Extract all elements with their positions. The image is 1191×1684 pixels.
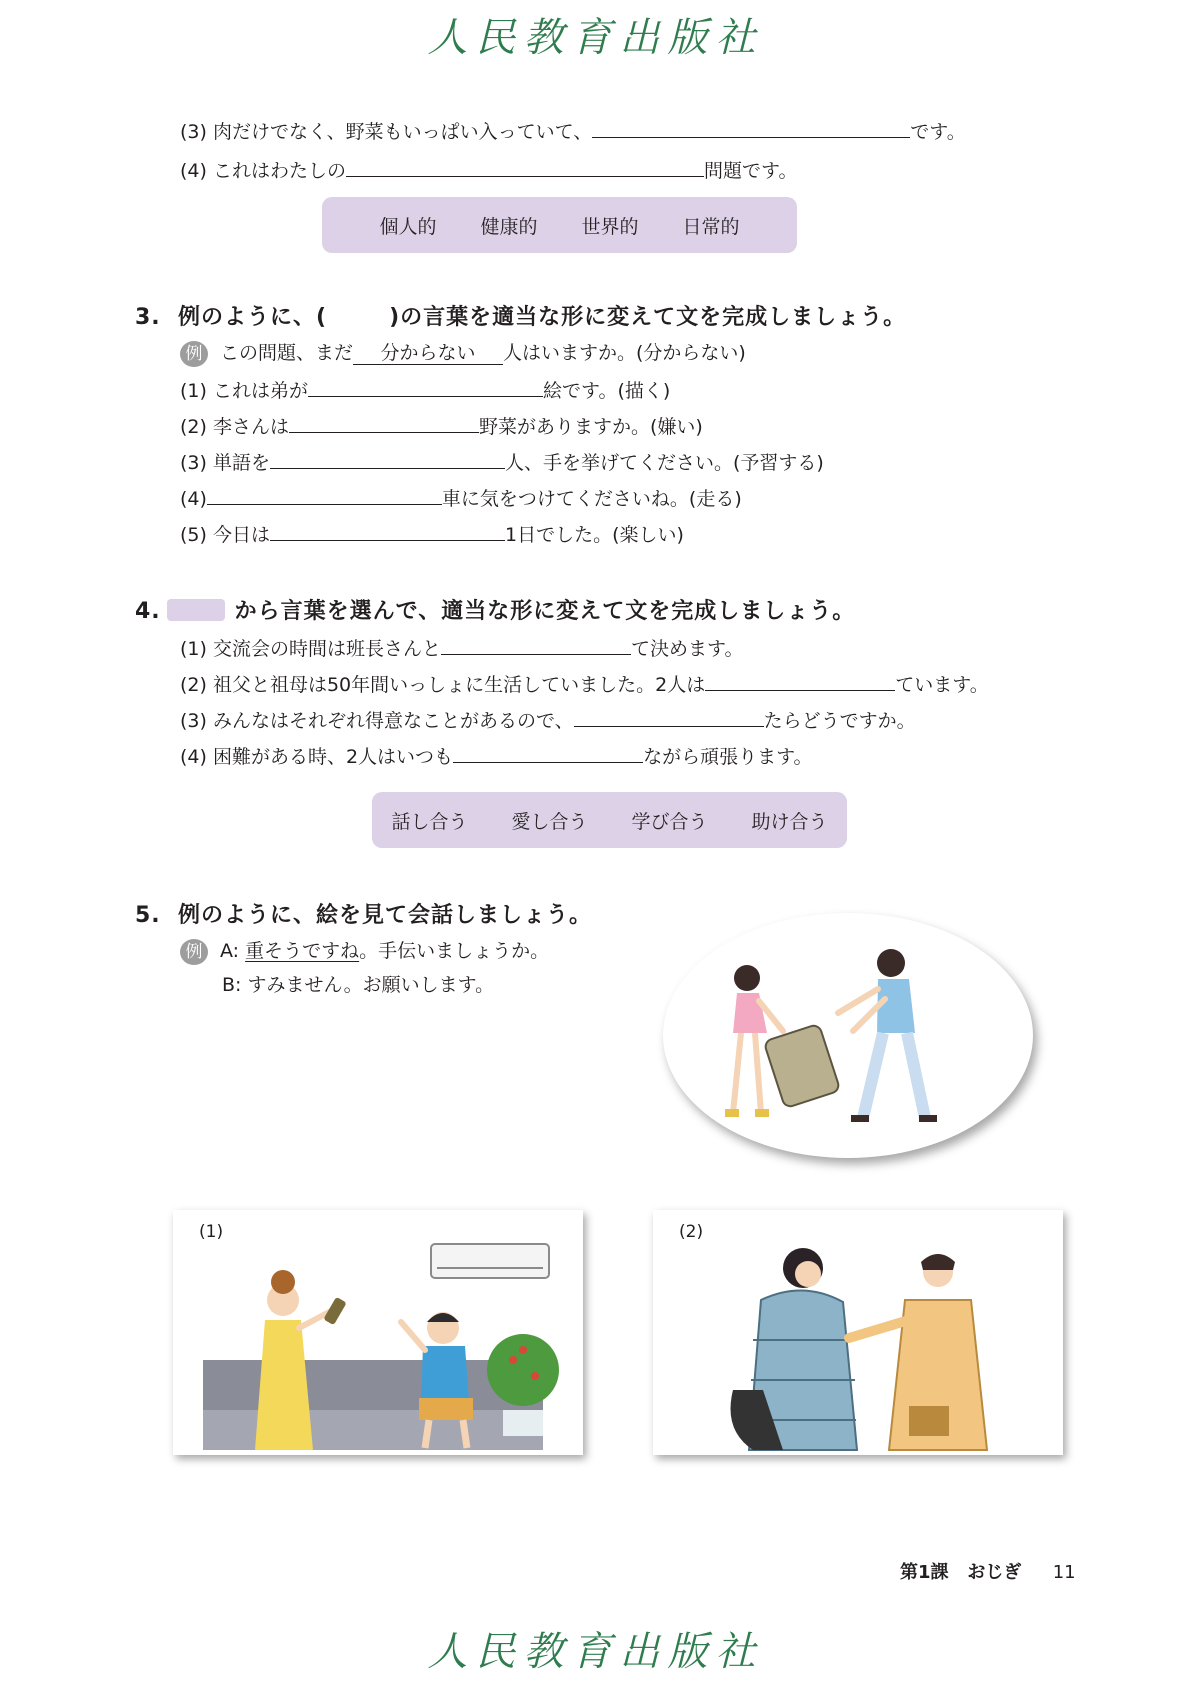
word-option: 愛し合う (511, 810, 588, 833)
word-option: 日常的 (682, 215, 740, 238)
s4-item-3: (3) みんなはそれぞれ得意なことがあるので、 たらどうですか。 (180, 706, 916, 734)
s5-heading: 5. 例のように、絵を見て会話しましょう。 (135, 903, 593, 928)
page-number: 11 (1052, 1562, 1076, 1583)
girl-suitcase-man-illustration (663, 913, 1033, 1158)
answer-blank[interactable] (308, 376, 543, 397)
s2-item-3: (3) 肉だけでなく、野菜もいっぱい入っていて、 です。 (180, 117, 966, 145)
example-badge: 例 (180, 939, 208, 965)
s2-word-box (322, 197, 797, 253)
s4-item-1: (1) 交流会の時間は班長さんと て決めます。 (180, 634, 743, 662)
answer-blank[interactable] (270, 520, 505, 541)
s2-item-4: (4) これはわたしの 問題です。 (180, 156, 797, 184)
lesson-title: おじぎ (967, 1562, 1022, 1583)
publisher-logo-top: 人民教育出版社 (427, 15, 764, 61)
lesson-number: 第1課 (900, 1562, 949, 1583)
room-aircon-illustration (173, 1210, 583, 1455)
example-badge: 例 (180, 341, 208, 367)
example-illustration (663, 913, 1033, 1158)
word-option: 健康的 (480, 215, 538, 238)
s3-item-2: (2) 李さんは 野菜がありますか。(嫌い) (180, 412, 703, 440)
answer-blank[interactable] (289, 412, 479, 433)
word-box-marker (167, 599, 225, 621)
word-option: 話し合う (391, 810, 468, 833)
answer-blank[interactable] (270, 448, 505, 469)
s3-item-5: (5) 今日は 1日でした。(楽しい) (180, 520, 684, 548)
s4-item-4: (4) 困難がある時、2人はいつも ながら頑張ります。 (180, 742, 813, 770)
picture-label: (2) (679, 1222, 704, 1242)
publisher-logo-bottom: 人民教育出版社 (427, 1629, 764, 1675)
answer-blank[interactable] (453, 742, 643, 763)
word-option: 助け合う (751, 810, 828, 833)
s4-item-2: (2) 祖父と祖母は50年間いっしょに生活していました。2人は ています。 (180, 670, 989, 698)
answer-blank[interactable] (574, 706, 764, 727)
answer-blank[interactable] (346, 156, 704, 177)
picture-1 (173, 1210, 583, 1455)
word-option: 世界的 (581, 215, 639, 238)
s4-heading: 4. から言葉を選んで、適当な形に変えて文を完成しましょう。 (135, 599, 856, 624)
answer-blank[interactable] (207, 484, 442, 505)
answer-blank[interactable] (705, 670, 895, 691)
winter-coat-illustration (653, 1210, 1063, 1455)
s5-example-b: B: すみません。お願いします。 (222, 974, 495, 996)
s3-item-4: (4) 車に気をつけてくださいね。(走る) (180, 484, 742, 512)
answer-blank[interactable] (592, 117, 910, 138)
s3-item-1: (1) これは弟が 絵です。(描く) (180, 376, 670, 404)
word-option: 学び合う (631, 810, 708, 833)
picture-2 (653, 1210, 1063, 1455)
s5-example-a: 例 A: 重そうですね。手伝いましょうか。 (180, 938, 549, 965)
answer-blank[interactable] (441, 634, 631, 655)
page-footer (900, 1558, 1076, 1584)
s3-item-3: (3) 単語を 人、手を挙げてください。(予習する) (180, 448, 824, 476)
s3-example: 例 この問題、まだ 分からない 人はいますか。(分からない) (180, 340, 746, 367)
s3-heading: 3. 例のように、( )の言葉を適当な形に変えて文を完成しましょう。 (135, 305, 907, 330)
s4-word-box (372, 792, 847, 848)
word-option: 個人的 (379, 215, 437, 238)
picture-label: (1) (199, 1222, 224, 1242)
